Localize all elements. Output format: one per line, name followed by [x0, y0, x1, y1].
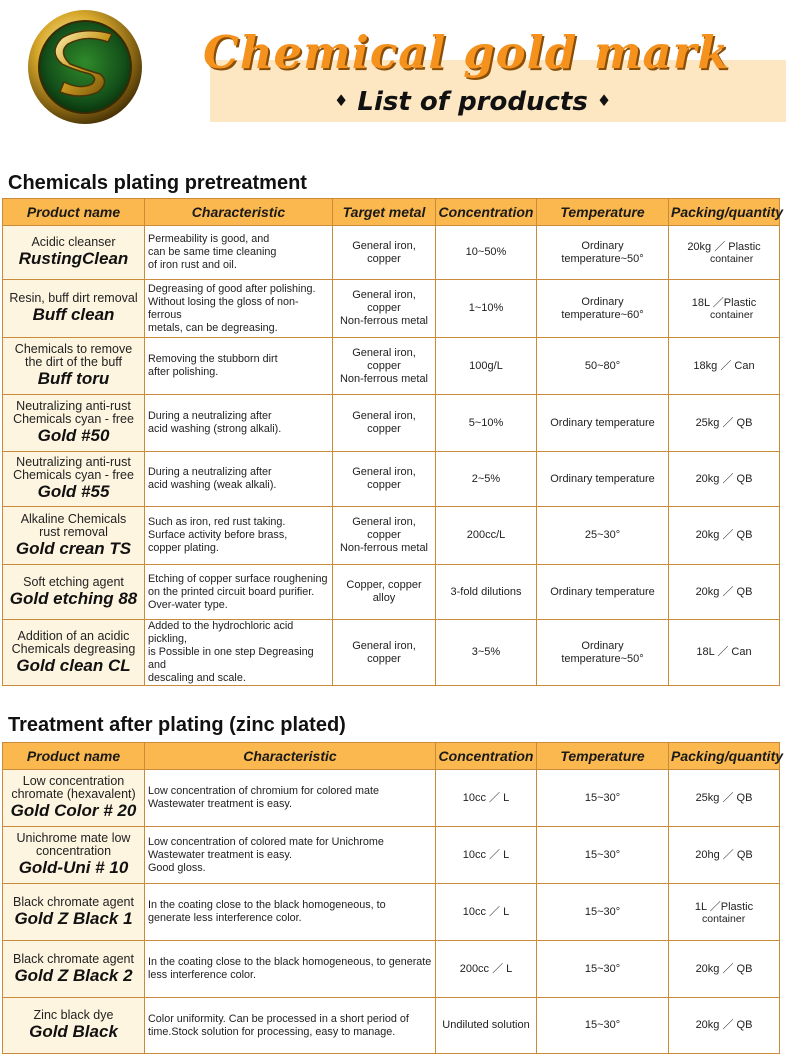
temperature-cell: Ordinary temperature	[537, 452, 669, 507]
product-name-cell	[3, 280, 145, 338]
packing-value: 18L ／Plastic	[691, 297, 757, 309]
product-name-cell	[3, 395, 145, 452]
packing-value: 25kg ／ QB	[695, 791, 753, 804]
packing-value: 20kg ／ QB	[695, 529, 753, 541]
temperature-cell: Ordinary temperature~50°	[537, 226, 669, 280]
column-header: Packing/quantity	[669, 743, 780, 770]
packing-value: 20kg ／ QB	[695, 1019, 753, 1031]
after-plating-table	[2, 742, 784, 1054]
characteristic-cell	[145, 620, 333, 686]
concentration-cell: 3~5%	[436, 620, 537, 686]
packing-value: 20kg ／ QB	[695, 472, 753, 485]
temperature-cell: 15~30°	[537, 827, 669, 884]
temperature-cell: 15~30°	[537, 884, 669, 941]
page-subtitle	[334, 87, 611, 117]
product-category: Black chromate agent	[13, 894, 134, 909]
characteristic-line: metals, can be degreasing.	[148, 321, 278, 334]
table-row	[3, 226, 780, 280]
column-header: Concentration	[436, 743, 537, 770]
pretreatment-table	[2, 198, 784, 686]
characteristic-line: Degreasing of good after polishing.	[148, 282, 316, 295]
characteristic-cell	[145, 280, 333, 338]
product-name: Gold #50	[37, 426, 110, 445]
packing-value-line2: container	[710, 309, 754, 321]
product-category: Black chromate agent	[13, 951, 134, 966]
packing-cell	[669, 395, 780, 452]
product-category: Low concentration	[22, 774, 125, 788]
bullet-diamond-icon: ♦	[596, 91, 612, 110]
target-metal-line: General iron, copper	[352, 410, 416, 435]
characteristic-line: Surface activity before brass,	[148, 529, 288, 541]
section-title-after-plating: Treatment after plating (zinc plated)	[8, 714, 346, 736]
table-header-row	[3, 743, 780, 770]
packing-value: 25kg ／ QB	[695, 416, 753, 429]
target-metal-cell	[333, 452, 436, 507]
characteristic-line: acid washing (strong alkali).	[148, 423, 282, 435]
product-name-cell	[3, 998, 145, 1054]
column-header: Temperature	[537, 743, 669, 770]
characteristic-cell	[145, 565, 333, 620]
packing-value: 20kg ／ QB	[695, 962, 753, 975]
concentration-cell: 2~5%	[436, 452, 537, 507]
characteristic-line: Low concentration of chromium for colored mate	[148, 785, 380, 797]
temperature-cell: Ordinary temperature~50°	[537, 620, 669, 686]
characteristic-line: of iron rust and oil.	[148, 259, 237, 271]
target-metal-cell	[333, 565, 436, 620]
product-category: Zinc black dye	[33, 1008, 114, 1022]
table-row	[3, 827, 780, 884]
packing-cell	[669, 226, 780, 280]
characteristic-line: descaling and scale.	[148, 672, 246, 684]
target-metal-line: General iron, copper	[352, 516, 416, 541]
characteristic-cell	[145, 452, 333, 507]
product-category: Chemicals cyan - free	[13, 412, 134, 426]
characteristic-line: is Possible in one step Degreasing and	[148, 646, 314, 671]
column-header: Product name	[3, 199, 145, 226]
concentration-cell: 10cc ／ L	[436, 827, 537, 884]
packing-cell	[669, 941, 780, 998]
subtitle-text: List of products	[357, 87, 588, 117]
characteristic-cell	[145, 395, 333, 452]
product-name: Gold clean CL	[16, 655, 131, 675]
temperature-cell: Ordinary temperature	[537, 565, 669, 620]
table-row	[3, 941, 780, 998]
table-row	[3, 565, 780, 620]
temperature-cell: Ordinary temperature	[537, 395, 669, 452]
concentration-cell: 1~10%	[436, 280, 537, 338]
product-name: Gold Z Black 2	[14, 965, 133, 985]
characteristic-line: Over-water type.	[148, 598, 228, 611]
table-row	[3, 998, 780, 1054]
characteristic-line: During a neutralizing after	[148, 466, 272, 478]
packing-cell	[669, 507, 780, 565]
target-metal-cell	[333, 280, 436, 338]
concentration-cell: 3-fold dilutions	[436, 565, 537, 620]
product-name-cell	[3, 884, 145, 941]
bullet-diamond-icon: ♦	[334, 91, 349, 110]
characteristic-line: Good gloss.	[148, 861, 206, 874]
concentration-cell: 100g/L	[436, 338, 537, 395]
target-metal-line: Non-ferrous metal	[339, 372, 429, 385]
column-header: Packing/quantity	[669, 199, 780, 226]
temperature-cell: Ordinary temperature~60°	[537, 280, 669, 338]
table-row	[3, 452, 780, 507]
product-name: Buff clean	[32, 305, 115, 324]
product-name-cell	[3, 338, 145, 395]
packing-value: 20kg ／ Plastic	[687, 241, 761, 253]
product-name: Gold-Uni # 10	[18, 858, 129, 877]
product-category: the dirt of the buff	[24, 355, 123, 369]
characteristic-line: During a neutralizing after	[148, 410, 272, 422]
temperature-cell: 15~30°	[537, 770, 669, 827]
table-row	[3, 770, 780, 827]
characteristic-line: Such as iron, red rust taking.	[148, 516, 286, 528]
packing-value: 1L ／Plastic	[694, 900, 754, 913]
product-category: concentration	[35, 844, 112, 858]
characteristic-line: Etching of copper surface roughening	[148, 572, 328, 585]
characteristic-line: Wastewater treatment is easy.	[148, 798, 293, 810]
target-metal-line: General iron, copper	[352, 289, 416, 314]
product-name: Gold Z Black 1	[14, 908, 133, 928]
packing-cell	[669, 884, 780, 941]
table-row	[3, 338, 780, 395]
packing-value: 18L ／ Can	[696, 646, 752, 658]
table-header-row	[3, 199, 780, 226]
characteristic-line: copper plating.	[148, 542, 219, 554]
product-category: Unichrome mate low	[16, 831, 131, 845]
product-name-cell	[3, 941, 145, 998]
packing-cell	[669, 565, 780, 620]
product-name-cell	[3, 226, 145, 280]
target-metal-line: Non-ferrous metal	[339, 315, 429, 327]
target-metal-line: General iron, copper	[352, 346, 416, 372]
packing-cell	[669, 998, 780, 1054]
product-category: Addition of an acidic	[17, 628, 130, 643]
concentration-cell: 10cc ／ L	[436, 884, 537, 941]
target-metal-cell	[333, 507, 436, 565]
characteristic-line: In the coating close to the black homogeneous, to generate	[148, 956, 432, 968]
characteristic-cell	[145, 507, 333, 565]
characteristic-line: Permeability is good, and	[148, 233, 270, 245]
characteristic-line: less interference color.	[148, 969, 257, 981]
section-title-pretreatment: Chemicals plating pretreatment	[8, 172, 307, 194]
temperature-cell: 15~30°	[537, 941, 669, 998]
table-row	[3, 884, 780, 941]
packing-value: 20kg ／ QB	[695, 585, 753, 598]
table-row	[3, 507, 780, 565]
characteristic-line: Without losing the gloss of non-ferrous	[148, 295, 299, 321]
product-category: Chemicals degreasing	[11, 641, 136, 656]
concentration-cell: 200cc ／ L	[436, 941, 537, 998]
characteristic-line: generate less interference color.	[148, 912, 302, 924]
target-metal-cell	[333, 226, 436, 280]
temperature-cell: 15~30°	[537, 998, 669, 1054]
characteristic-line: Low concentration of colored mate for Unichrome	[148, 835, 384, 848]
product-name-cell	[3, 507, 145, 565]
column-header: Temperature	[537, 199, 669, 226]
product-name: Buff toru	[37, 369, 110, 388]
product-name: Gold crean TS	[15, 538, 132, 558]
product-category: rust removal	[39, 524, 108, 539]
temperature-cell: 50~80°	[537, 338, 669, 395]
company-logo-icon	[24, 8, 146, 126]
product-category: Soft etching agent	[23, 574, 124, 589]
product-name-cell	[3, 620, 145, 686]
characteristic-line: Removing the stubborn dirt	[148, 353, 278, 365]
packing-value: 18kg ／ Can	[693, 359, 755, 372]
product-category: Alkaline Chemicals	[20, 511, 127, 526]
column-header: Characteristic	[145, 199, 333, 226]
target-metal-line: General iron, copper	[352, 466, 416, 491]
packing-value-line2: container	[710, 253, 754, 265]
packing-value: 20hg ／ QB	[695, 848, 753, 861]
packing-cell	[669, 280, 780, 338]
characteristic-line: time.Stock solution for processing, easy to manage.	[148, 1025, 396, 1038]
target-metal-cell	[333, 395, 436, 452]
characteristic-cell	[145, 338, 333, 395]
product-name-cell	[3, 565, 145, 620]
characteristic-cell	[145, 941, 436, 998]
product-name-cell	[3, 827, 145, 884]
column-header: Target metal	[333, 199, 436, 226]
column-header: Characteristic	[145, 743, 436, 770]
packing-cell	[669, 827, 780, 884]
target-metal-cell	[333, 620, 436, 686]
product-category: chromate (hexavalent)	[11, 787, 136, 801]
product-name: Gold etching 88	[9, 588, 138, 608]
characteristic-line: Color uniformity. Can be processed in a short period of	[148, 1012, 409, 1025]
packing-cell	[669, 620, 780, 686]
target-metal-cell	[333, 338, 436, 395]
product-name-cell	[3, 452, 145, 507]
target-metal-line: General iron, copper	[352, 239, 416, 265]
product-category: Neutralizing anti-rust	[16, 455, 131, 469]
concentration-cell: 10cc ／ L	[436, 770, 537, 827]
characteristic-line: Wastewater treatment is easy.	[148, 848, 293, 861]
characteristic-cell	[145, 226, 333, 280]
packing-cell	[669, 770, 780, 827]
packing-value-line2: container	[702, 912, 746, 925]
packing-cell	[669, 338, 780, 395]
product-category: Chemicals to remove	[14, 342, 133, 356]
table-row	[3, 280, 780, 338]
characteristic-line: Added to the hydrochloric acid pickling,	[148, 620, 294, 645]
concentration-cell: Undiluted solution	[436, 998, 537, 1054]
characteristic-line: after polishing.	[148, 366, 219, 378]
temperature-cell: 25~30°	[537, 507, 669, 565]
target-metal-line: Copper, copper alloy	[346, 579, 422, 604]
product-name: Gold Black	[29, 1022, 118, 1041]
target-metal-line: Non-ferrous metal	[339, 542, 429, 554]
table-row	[3, 395, 780, 452]
column-header: Concentration	[436, 199, 537, 226]
product-name: Gold Color # 20	[10, 801, 137, 820]
characteristic-cell	[145, 884, 436, 941]
characteristic-cell	[145, 827, 436, 884]
column-header: Product name	[3, 743, 145, 770]
characteristic-cell	[145, 998, 436, 1054]
product-category: Resin, buff dirt removal	[9, 291, 138, 305]
product-category: Chemicals cyan - free	[13, 468, 134, 482]
product-name-cell	[3, 770, 145, 827]
characteristic-line: acid washing (weak alkali).	[148, 479, 277, 491]
concentration-cell: 10~50%	[436, 226, 537, 280]
packing-cell	[669, 452, 780, 507]
concentration-cell: 200cc/L	[436, 507, 537, 565]
product-name: Gold #55	[37, 482, 110, 501]
concentration-cell: 5~10%	[436, 395, 537, 452]
characteristic-line: can be same time cleaning	[148, 246, 277, 258]
characteristic-line: on the printed circuit board purifier.	[148, 585, 315, 598]
product-name: RustingClean	[18, 249, 129, 268]
product-category: Acidic cleanser	[31, 235, 116, 249]
characteristic-cell	[145, 770, 436, 827]
table-row	[3, 620, 780, 686]
characteristic-line: In the coating close to the black homogeneous, to	[148, 899, 386, 911]
target-metal-line: General iron, copper	[352, 639, 416, 665]
page-title: Chemical gold mark	[203, 26, 730, 79]
product-category: Neutralizing anti-rust	[16, 399, 131, 413]
